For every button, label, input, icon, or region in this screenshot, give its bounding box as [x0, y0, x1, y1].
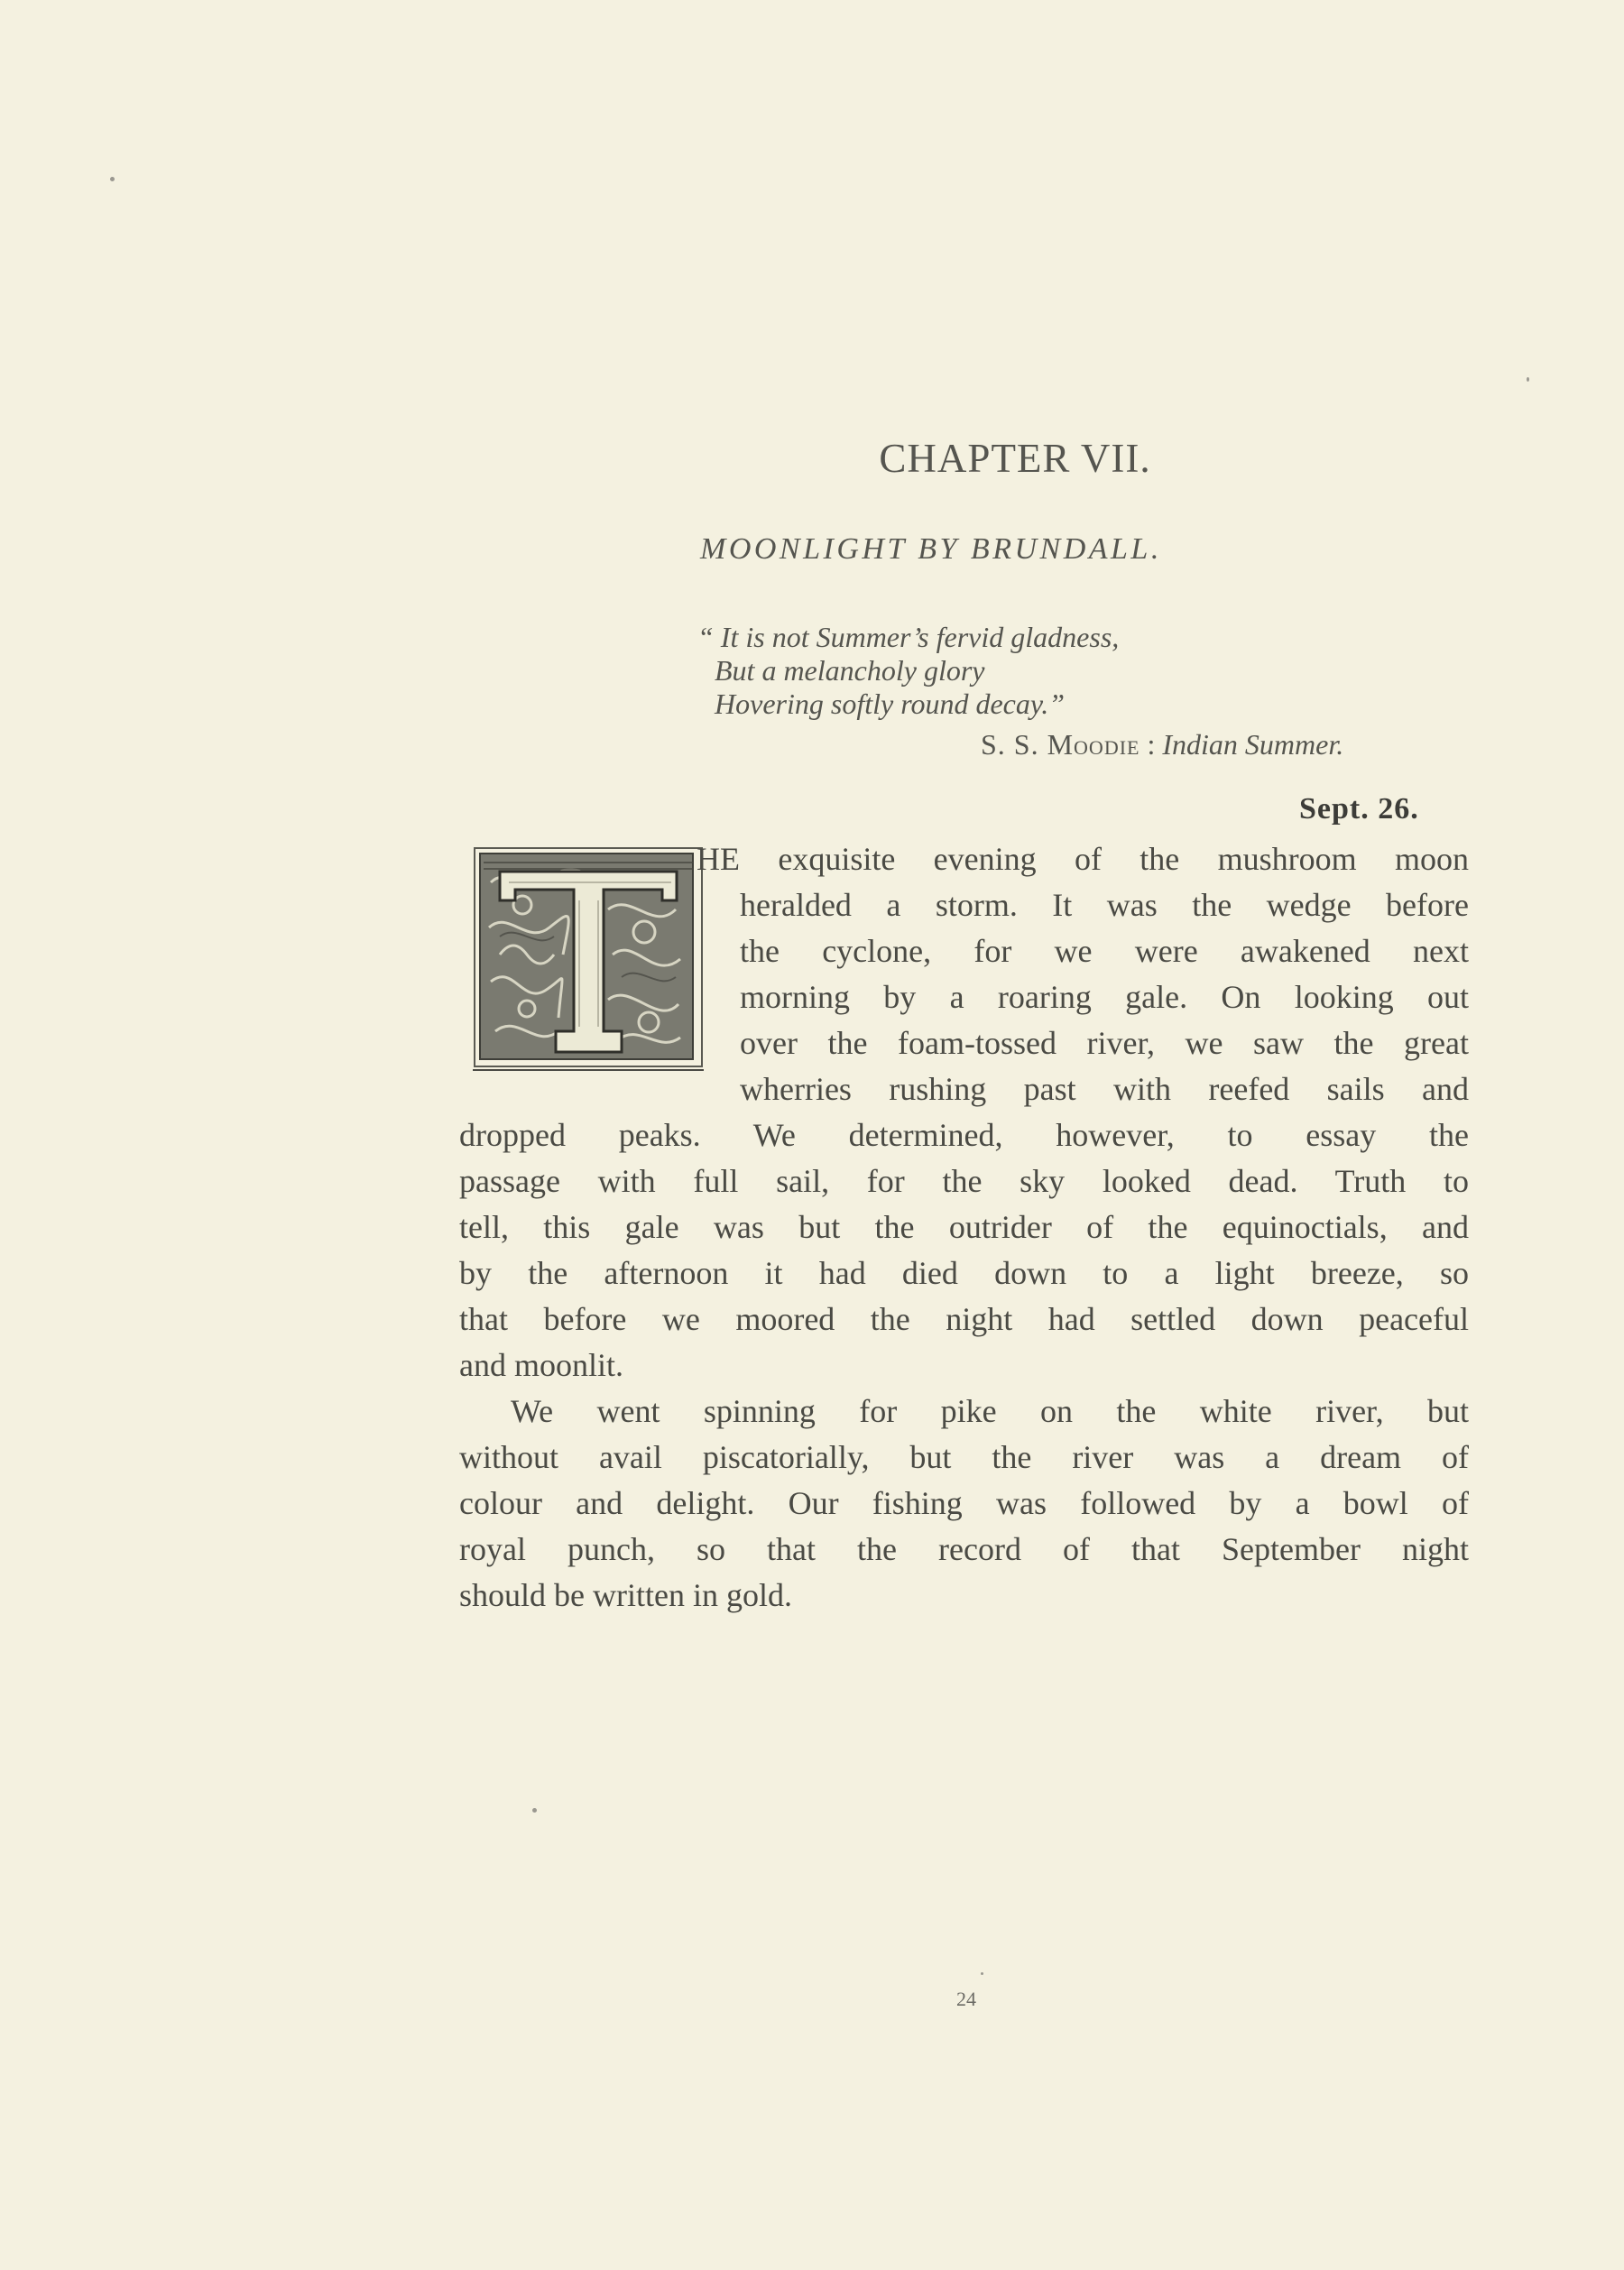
epigraph-separator: :: [1140, 728, 1163, 761]
body-line: wherries rushing past with reefed sails and: [740, 1071, 1469, 1107]
paper-speck: [1527, 377, 1529, 382]
epigraph-line: “ It is not Summer’s fervid gladness,: [697, 621, 1120, 653]
body-line: We went spinning for pike on the white river, but: [511, 1393, 1469, 1429]
body-line: morning by a roaring gale. On looking out: [740, 979, 1469, 1015]
body-line: and moonlit.: [459, 1347, 623, 1383]
body-line: passage with full sail, for the sky looked dead. Truth to: [459, 1163, 1469, 1199]
paper-speck: [110, 177, 115, 181]
body-line: royal punch, so that the record of that September night: [459, 1531, 1469, 1567]
epigraph-work: Indian Summer.: [1162, 728, 1344, 761]
entry-date: Sept. 26.: [1299, 792, 1419, 826]
body-line: dropped peaks. We determined, however, to essay the: [459, 1117, 1469, 1153]
chapter-heading-text: CHAPTER VII.: [879, 436, 1151, 481]
body-line: colour and delight. Our fishing was followed by a bowl of: [459, 1485, 1469, 1521]
epigraph-author: S. S. Moodie: [981, 728, 1140, 761]
body-line: heralded a storm. It was the wedge before: [740, 887, 1469, 923]
body-line: HE exquisite evening of the mushroom moon: [697, 841, 1469, 877]
chapter-heading: [0, 435, 1624, 482]
drop-cap-ornament: [473, 846, 704, 1072]
body-line: over the foam-tossed river, we saw the great: [740, 1025, 1469, 1061]
paper-speck: [532, 1808, 537, 1813]
chapter-title: MOONLIGHT BY BRUNDALL.: [700, 532, 1162, 566]
body-line: by the afternoon it had died down to a light breeze, so: [459, 1255, 1469, 1291]
body-line: that before we moored the night had settled down peaceful: [459, 1301, 1469, 1337]
epigraph-line: Hovering softly round decay.”: [715, 687, 1066, 720]
epigraph-line: But a melancholy glory: [715, 654, 985, 687]
body-line: the cyclone, for we were awakened next: [740, 933, 1469, 969]
body-line: tell, this gale was but the outrider of the equinoctials, and: [459, 1209, 1469, 1245]
paper-speck: [981, 1972, 983, 1975]
body-line: should be written in gold.: [459, 1577, 792, 1613]
body-line: without avail piscatorially, but the river was a dream of: [459, 1439, 1469, 1475]
epigraph-attribution: [981, 728, 1343, 761]
page-number: 24: [956, 1988, 976, 2010]
